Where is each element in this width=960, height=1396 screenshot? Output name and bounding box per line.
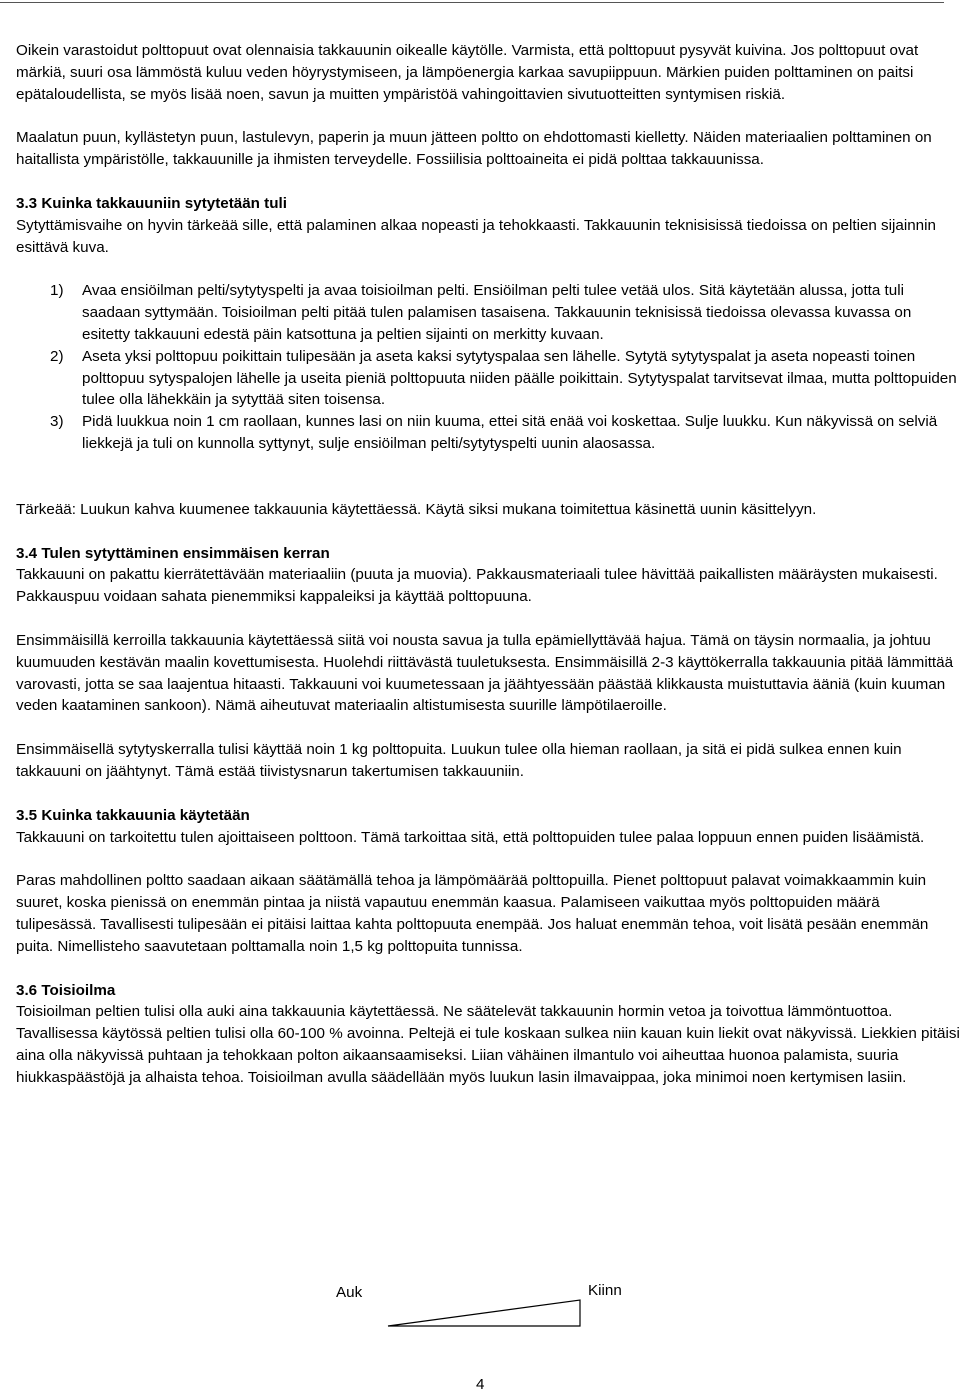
damper-position-diagram	[336, 1280, 636, 1330]
page-number: 4	[476, 1376, 485, 1393]
paragraph-firewood-storage: Oikein varastoidut polttopuut ovat olennaisia takkauunin oikealle käytölle. Varmista, että polttopuut pysyvät kuivina. Jos polttopuut ovat märkiä, suuri osa lämmöstä kuluu veden höyrystymiseen, ja lämpöenergia karkaa savupiippuun. Märkien puiden polttaminen on paitsi epätaloudellista, se myös lisää noen, savun ja muitten ympäristöä vahingoittavien sivutuotteitten syntymisen riskiä.	[16, 42, 919, 103]
section-3-3-intro: Sytyttämisvaihe on hyvin tärkeää sille, että palaminen alkaa nopeasti ja tehokkaasti. Takkauunin teknisisissä tiedoissa on peltien sijainnin esittävä kuva.	[16, 216, 936, 256]
damper-closed-label: Kiinn	[588, 1282, 622, 1299]
step-text: Aseta yksi polttopuu poikittain tulipesään ja aseta kaksi sytytyspalaa sen lähelle. Sytytä sytytyspalat ja aseta nopeasti toinen polttopuu sytyspalojen lähelle ja useita pieniä polttopuuta niiden päälle poikittain. Sytytyspalat tarvitsevat ilmaa, mutta polttopuiden tulee olla lähekkäin ja sytyttää siten toisensa.	[82, 347, 957, 409]
ignition-steps-list	[16, 280, 960, 454]
important-label: Tärkeää	[16, 500, 72, 518]
page-content	[16, 40, 960, 1088]
section-3-5	[16, 805, 960, 958]
section-3-6-heading: 3.6 Toisioilma	[16, 981, 116, 999]
step-number: 3)	[50, 413, 64, 431]
damper-open-label: Auk	[336, 1284, 363, 1301]
section-3-6-secondary-air: Toisioilman peltien tulisi olla auki aina takkauunia käytettäessä. Ne säätelevät takkauunin hormin vetoa ja toivottua lämmöntuottoa. Tavallisessa käytössä peltien tulisi olla 60-100 % avoinna. Peltejä ei tule koskaan sulkea niin kauan kuin liekit ovat näkyvissä. Liekkien pitäisi aina olla näkyvissä puhtaan ja tehokkaan polton aikaansaamiseksi. Liian vähäinen ilmantulo voi aiheuttaa huonoa palamista, suuria hiukkaspäästöjä ja alhaista tehoa. Toisioilman avulla säädellään myös luukun lasin ilmavaippaa, joka minimoi noen kertymisen lasiin.	[16, 1003, 960, 1086]
section-3-6	[16, 980, 960, 1089]
ignition-step-3	[16, 411, 960, 455]
paragraph-prohibited-materials: Maalatun puun, kyllästetyn puun, lastulevyn, paperin ja muun jätteen poltto on ehdottomasti kielletty. Näiden materiaalien polttaminen on haitallista ympäristölle, takkauunille ja ihmisten terveydelle. Fossiilisia polttoaineita ei pidä polttaa takkauunissa.	[16, 129, 932, 169]
section-3-3	[16, 193, 960, 455]
section-3-3-heading: 3.3 Kuinka takkauuniin sytytetään tuli	[16, 194, 287, 212]
section-3-4-packaging: Takkauuni on pakattu kierrätettävään materiaaliin (puuta ja muovia). Pakkausmateriaali tulee hävittää paikallisten määräysten mukaisesti. Pakkauspuu voidaan sahata pienemmiksi kappaleiksi ja käyttää polttopuuna.	[16, 566, 938, 606]
section-3-4-heading: 3.4 Tulen sytyttäminen ensimmäisen kerran	[16, 544, 330, 562]
section-3-4-first-use: Ensimmäisillä kerroilla takkauunia käytettäessä siitä voi nousta savua ja tulla epämiellyttävää hajua. Tämä on täysin normaalia, ja johtuu kuumuuden kestävän maalin kovettumisesta. Huolehdi riittävästä tuuletuksesta. Ensimmäisillä 2-3 käyttökerralla takkauunia pitää lämmittää varovasti, jotta se saa laajentua hitaasti. Takkauuni voi kuumetessaan ja jäähtyessään päästää klikkausta muistuttavia ääniä (kuin kuuman veden kaataminen sankoon). Nämä aiheutuvat materiaalin altistumisesta suurille lämpötilaeroille.	[16, 631, 954, 715]
step-number: 1)	[50, 282, 64, 300]
section-3-5-heading: 3.5 Kuinka takkauunia käytetään	[16, 806, 250, 824]
section-3-5-best-burn: Paras mahdollinen poltto saadaan aikaan säätämällä tehoa ja lämpömäärää polttopuilla. Pienet polttopuut palavat voimakkaammin kuin suuret, koska pienissä on enemmän pintaa ja niistä vapautuu enemmän kaasua. Palamiseen vaikuttaa myös polttopuiden määrä tulipesässä. Tavallisesti tulipesään ei pitäisi laittaa kahta polttopuuta enempää. Jos haluat enemmän tehoa, voit lisätä pesään enemmän puita. Nimellisteho saavutetaan polttamalla noin 1,5 kg polttopuita tunnissa.	[16, 872, 929, 955]
damper-wedge-icon	[386, 1298, 582, 1328]
header-rule	[0, 2, 944, 3]
ignition-step-1	[16, 280, 960, 345]
important-note	[16, 499, 960, 521]
section-3-4-first-ignition: Ensimmäisellä sytytyskerralla tulisi käyttää noin 1 kg polttopuita. Luukun tulee olla hieman raollaan, ja sitä ei pidä sulkea ennen kuin takkauuni on jäähtynyt. Tämä estää tiivistysnarun takertumisen takkauuniin.	[16, 741, 902, 780]
step-text: Avaa ensiöilman pelti/sytytyspelti ja avaa toisioilman pelti. Ensiöilman pelti tulee vetää ulos. Sitä käytetään alussa, jotta tuli saadaan syttymään. Toisioilman pelti pitää tulen palamisen tasaisena. Takkauunin teknisissä tiedoissa olevassa kuvassa on esitetty takkauuni edestä päin katsottuna ja peltien sijainti on merkitty kuvaan.	[82, 282, 912, 343]
important-text: : Luukun kahva kuumenee takkauunia käytettäessä. Käytä siksi mukana toimitettua käsinettä uunin käsittelyyn.	[71, 500, 817, 518]
section-3-4	[16, 543, 960, 783]
step-text: Pidä luukkua noin 1 cm raollaan, kunnes lasi on niin kuuma, ettei sitä enää voi koskettaa. Sulje luukku. Kun näkyvissä on selviä liekkejä ja tuli on kunnolla syttynyt, sulje ensiöilman pelti/sytytyspelti uunin alaosassa.	[82, 413, 938, 452]
step-number: 2)	[50, 347, 64, 365]
ignition-step-2	[16, 346, 960, 411]
section-3-5-intermittent: Takkauuni on tarkoitettu tulen ajoittaiseen polttoon. Tämä tarkoittaa sitä, että polttopuiden tulee palaa loppuun ennen puiden lisäämistä.	[16, 828, 925, 846]
